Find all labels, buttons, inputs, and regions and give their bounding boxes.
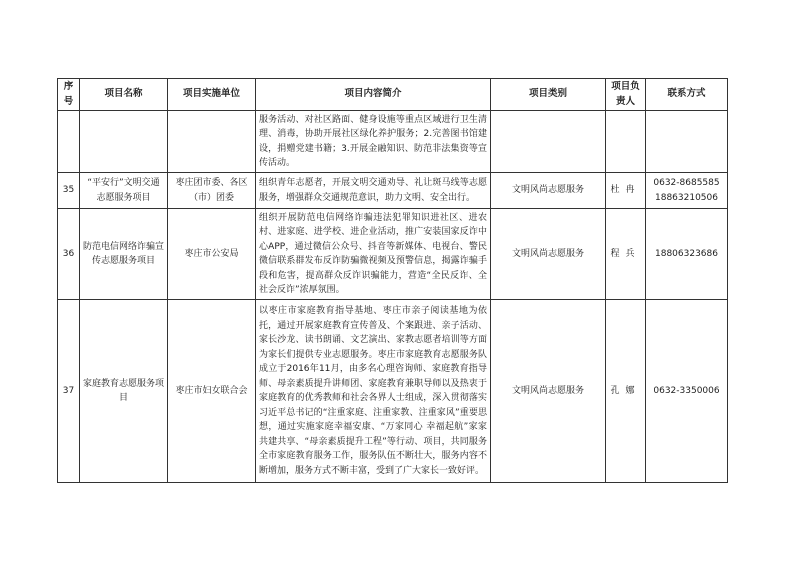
cell-contact: 0632-3350006: [646, 300, 728, 483]
header-content: 项目内容简介: [256, 79, 491, 111]
header-no: 序号: [58, 79, 80, 111]
cell-contact: 18806323686: [646, 209, 728, 300]
header-name: 项目名称: [80, 79, 168, 111]
cell-content: 组织开展防范电信网络诈骗违法犯罪知识进社区、进农村、进家庭、进学校、进企业活动，推广安装国家反诈中心APP，通过微信公众号、抖音等新媒体、电视台、警民微信联系群发布反诈防骗微视频及预警信息，揭露诈骗手段和危害，提高群众反诈识骗能力，营造“全民反诈、全社会反诈”浓厚氛围。: [256, 209, 491, 300]
cell-category: 文明风尚志愿服务: [491, 173, 606, 209]
table-row: [58, 173, 728, 209]
table-row: [58, 300, 728, 483]
cell-name: “平安行”文明交通志愿服务项目: [80, 173, 168, 209]
cell-leader: 杜冉: [606, 173, 646, 209]
cell-unit: [168, 111, 256, 173]
cell-leader: [606, 111, 646, 173]
cell-no: 36: [58, 209, 80, 300]
header-unit: 项目实施单位: [168, 79, 256, 111]
cell-contact: 0632-8685585 18863210506: [646, 173, 728, 209]
volunteer-project-table: [57, 78, 728, 483]
cell-unit: 枣庄市妇女联合会: [168, 300, 256, 483]
cell-content: 组织青年志愿者，开展文明交通劝导、礼让斑马线等志愿服务，增强群众交通规范意识，助力文明、安全出行。: [256, 173, 491, 209]
header-contact: 联系方式: [646, 79, 728, 111]
header-leader: 项目负责人: [606, 79, 646, 111]
cell-category: 文明风尚志愿服务: [491, 209, 606, 300]
cell-name: 家庭教育志愿服务项目: [80, 300, 168, 483]
cell-content: 服务活动、对社区路面、健身设施等重点区域进行卫生清理、消毒，协助开展社区绿化养护服务；2.完善图书馆建设，捐赠党建书籍；3.开展金融知识、防范非法集资等宣传活动。: [256, 111, 491, 173]
cell-content: 以枣庄市家庭教育指导基地、枣庄市亲子阅读基地为依托，通过开展家庭教育宣传普及、个案跟进、亲子活动、家长沙龙、读书朗诵、文艺演出、家教志愿者培训等方面为家长们提供专业志愿服务。枣庄市家庭教育志愿服务队成立于2016年11月，由多名心理咨询师、家庭教育指导师、母亲素质提升讲师团、家庭教育兼职导师以及热衷于家庭教育的优秀教师和社会各界人士组成，深入贯彻落实习近平总书记的“注重家庭、注重家教、注重家风”重要思想，通过实施家庭幸福安康、“万家同心 幸福起航”家家共建共享、“母亲素质提升工程”等行动、项目，共同服务全市家庭教育服务工作，服务队伍不断壮大，服务内容不断增加，服务方式不断丰富，受到了广大家长一致好评。: [256, 300, 491, 483]
cell-name: [80, 111, 168, 173]
cell-name: 防范电信网络诈骗宣传志愿服务项目: [80, 209, 168, 300]
cell-category: 文明风尚志愿服务: [491, 300, 606, 483]
cell-no: 37: [58, 300, 80, 483]
cell-no: [58, 111, 80, 173]
header-category: 项目类别: [491, 79, 606, 111]
cell-leader: 程兵: [606, 209, 646, 300]
cell-contact: [646, 111, 728, 173]
table-row: [58, 209, 728, 300]
cell-no: 35: [58, 173, 80, 209]
cell-category: [491, 111, 606, 173]
cell-leader: 孔娜: [606, 300, 646, 483]
cell-unit: 枣庄团市委、各区（市）团委: [168, 173, 256, 209]
table-row: [58, 111, 728, 173]
cell-unit: 枣庄市公安局: [168, 209, 256, 300]
header-row: [58, 79, 728, 111]
